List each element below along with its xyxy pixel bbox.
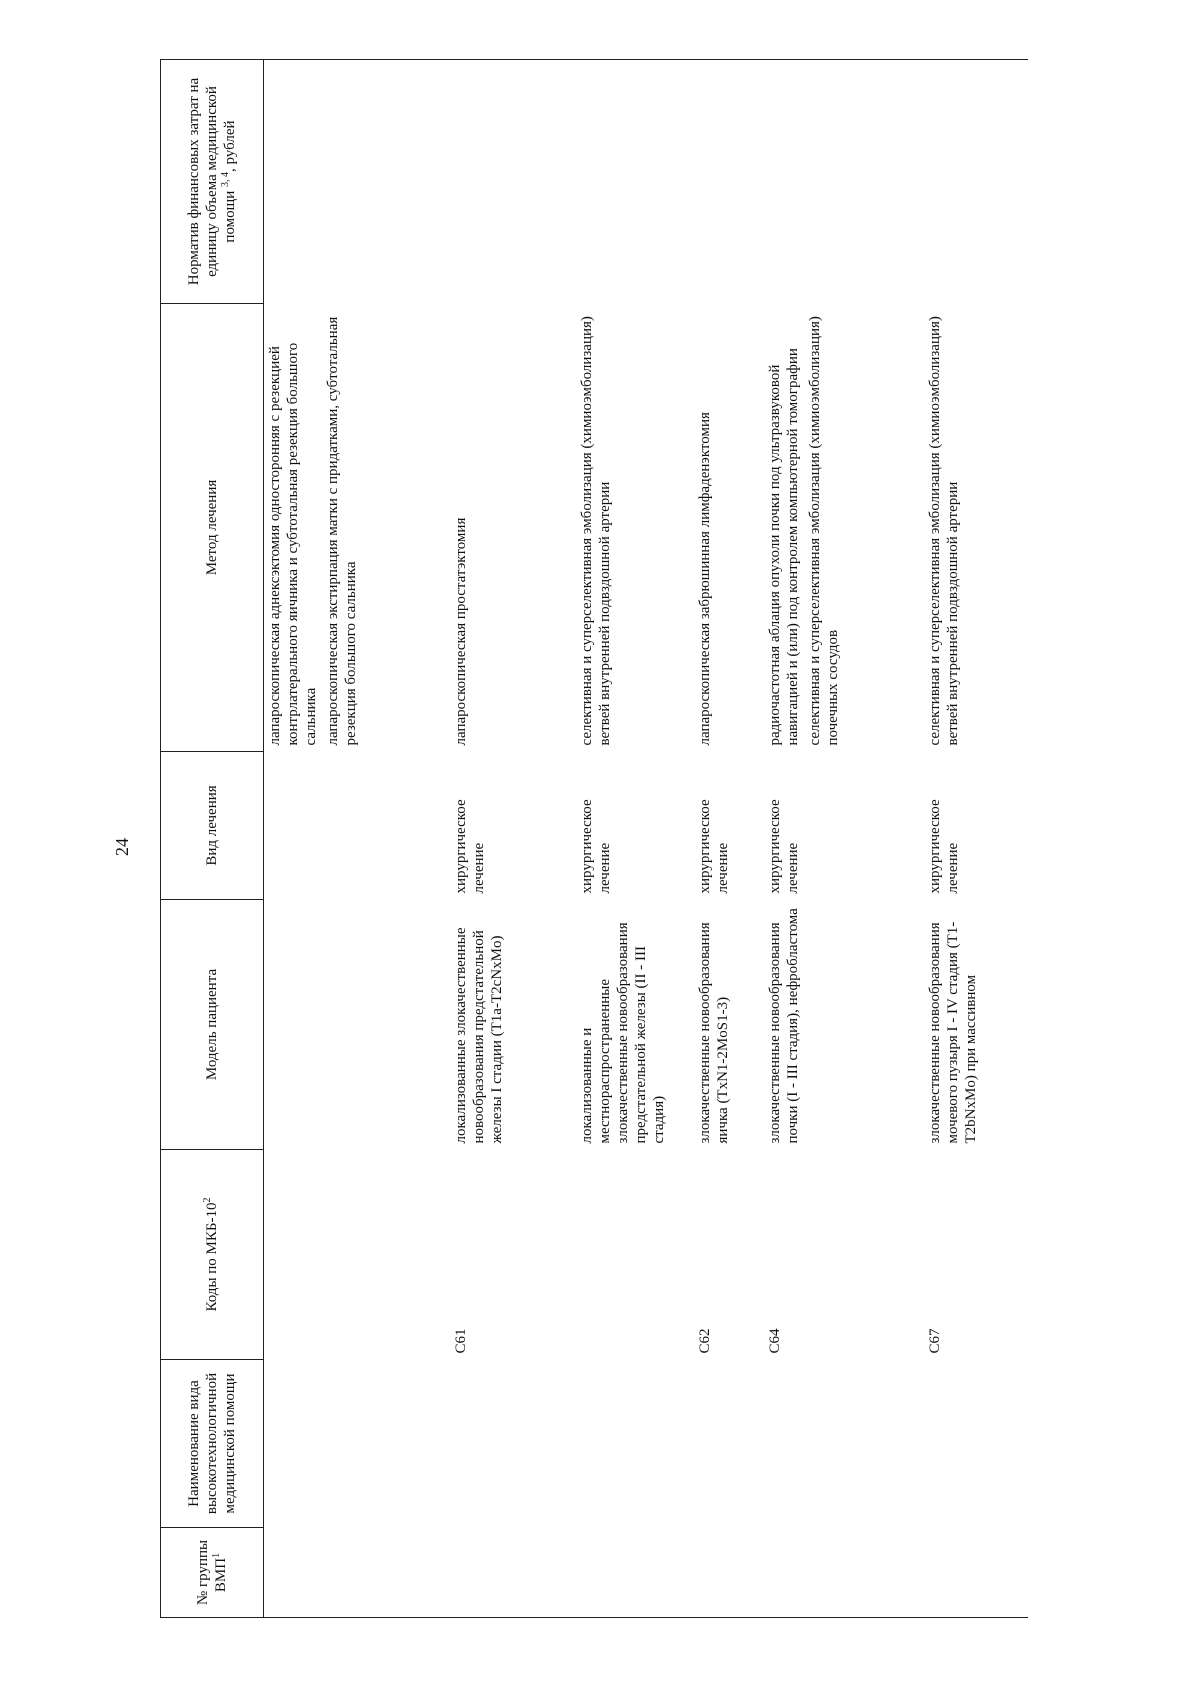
cell-cost-norm	[576, 60, 694, 304]
cell-icd-code: C64	[767, 1328, 783, 1354]
cell-group-no	[924, 1528, 1028, 1618]
cell-cost-norm	[924, 60, 1028, 304]
cell-cost-norm	[450, 60, 576, 304]
cell-vmp-name	[764, 1360, 924, 1528]
table-row	[924, 60, 1028, 1618]
cell-vmp-name	[450, 1360, 576, 1528]
cell-vmp-name	[576, 1360, 694, 1528]
cell-icd-code	[576, 1150, 694, 1360]
rotated-table-wrapper	[160, 60, 1200, 1618]
table-row	[450, 60, 576, 1618]
cell-treatment-type: хирургическое лечение	[697, 799, 731, 894]
cell-treatment-type	[264, 752, 451, 900]
header-cost-norm: Норматив финансовых затрат на единицу объема медицинской помощи $^{3, 4}$, рублей	[161, 60, 264, 304]
cell-group-no	[764, 1528, 924, 1618]
table-row	[764, 60, 924, 1618]
header-treatment-type: Вид лечения	[161, 752, 264, 900]
cell-group-no	[694, 1528, 764, 1618]
cell-cost-norm	[694, 60, 764, 304]
method-text: лапароскопическая экстирпация матки с придатками, субтотальная резекция большого сальника	[325, 316, 359, 746]
cell-treatment-type: хирургическое лечение	[767, 799, 801, 894]
method-text: лапароскопическая простатэктомия	[453, 517, 469, 746]
cell-icd-code	[264, 1150, 451, 1360]
table-row	[576, 60, 694, 1618]
cell-treatment-method	[576, 304, 694, 752]
cell-patient-model: локализованные и местнораспространенные злокачественные новообразования предстательной железы (II - III стадия)	[579, 922, 667, 1144]
method-text: селективная и суперселективная эмболизация (химиоэмболизация) ветвей внутренней подвздошной артерии	[927, 316, 961, 746]
header-vmp-name: Наименование вида высокотехнологичной медицинской помощи	[161, 1360, 264, 1528]
page-number: 24	[112, 838, 132, 856]
cell-treatment-method	[694, 304, 764, 752]
cell-icd-code: C62	[697, 1328, 713, 1354]
method-text: селективная и суперселективная эмболизация (химиоэмболизация) ветвей внутренней подвздошной артерии	[579, 316, 613, 746]
header-icd-codes: Коды по МКБ-$10^2$	[161, 1150, 264, 1360]
header-treatment-method: Метод лечения	[161, 304, 264, 752]
cell-patient-model: злокачественные новообразования мочевого пузыря I - IV стадия (T1-T2bNxMo) при массивном	[927, 921, 979, 1144]
cell-treatment-type: хирургическое лечение	[453, 799, 487, 894]
cell-treatment-method	[764, 304, 924, 752]
cell-patient-model: злокачественные новообразования яичка (TxN1-2MoS1-3)	[697, 922, 731, 1144]
cell-vmp-name	[924, 1360, 1028, 1528]
cell-patient-model	[264, 900, 451, 1150]
cell-cost-norm	[264, 60, 451, 304]
method-text: селективная и суперселективная эмболизация (химиоэмболизация) почечных сосудов	[807, 316, 841, 746]
cell-treatment-method	[264, 304, 451, 752]
cell-group-no	[450, 1528, 576, 1618]
method-text: лапароскопическая аднексэктомия односторонняя с резекцией контрлатерального яичника и субтотальная резекция большого сальника	[267, 342, 319, 746]
header-group-no: № группы ВМП$^1$	[161, 1528, 264, 1618]
cell-treatment-type: хирургическое лечение	[927, 799, 961, 894]
cell-treatment-type: хирургическое лечение	[579, 799, 613, 894]
cell-patient-model: локализованные злокачественные новообразования предстательной железы I стадии (T1a-T2cNxMo)	[453, 927, 505, 1144]
cell-icd-code: C67	[927, 1328, 943, 1354]
cell-group-no	[576, 1528, 694, 1618]
table-header-row	[161, 60, 264, 1618]
table-row	[264, 60, 451, 1618]
cell-vmp-name	[694, 1360, 764, 1528]
cell-patient-model: злокачественные новообразования почки (I - III стадия), нефробластома	[767, 908, 801, 1144]
cell-treatment-method	[924, 304, 1028, 752]
cell-icd-code: C61	[453, 1328, 469, 1354]
header-patient-model: Модель пациента	[161, 900, 264, 1150]
cell-vmp-name	[264, 1360, 451, 1528]
method-text: лапароскопическая забрюшинная лимфаденэктомия	[697, 412, 713, 746]
cell-group-no	[264, 1528, 451, 1618]
method-text: радиочастотная аблация опухоли почки под ультразвуковой навигацией и (или) под контролем компьютерной томографии	[767, 348, 801, 746]
vmp-table	[160, 59, 1028, 1618]
cell-cost-norm	[764, 60, 924, 304]
table-row	[694, 60, 764, 1618]
cell-treatment-method	[450, 304, 576, 752]
